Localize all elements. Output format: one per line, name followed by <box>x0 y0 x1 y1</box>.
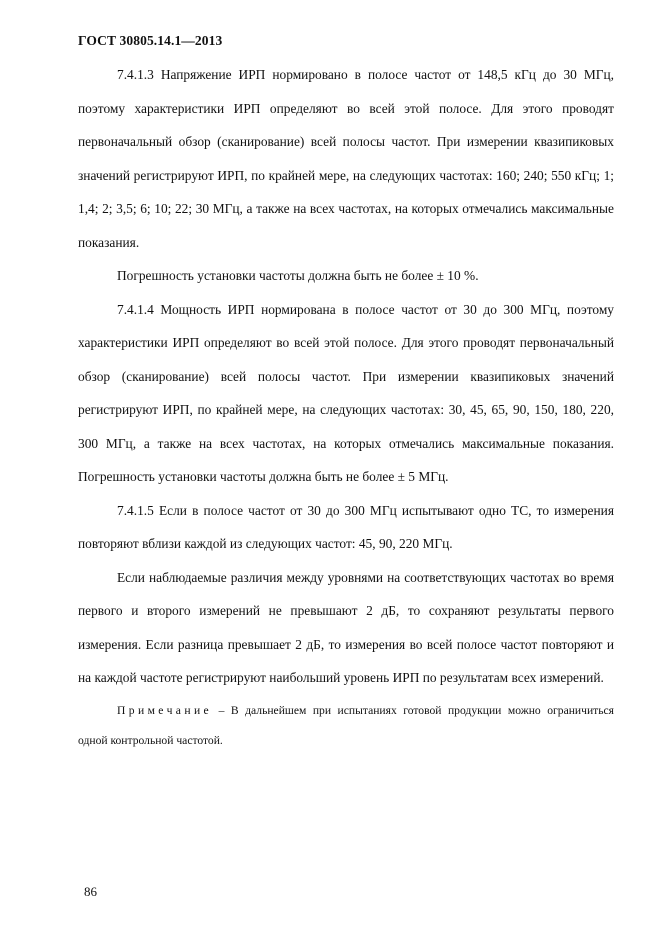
page-number: 86 <box>84 884 97 899</box>
paragraph-difference-rule: Если наблюдаемые различия между уровнями на соответствующих частотах во время первого и второго измерений не превышают 2 дБ, то сохраняют результаты первого измерения. Если разница превышает 2 дБ, то измерения во всей полосе частот повторяют и на каждой частоте регистрируют наибольший уровень ИРП по результатам всех измерений. <box>78 569 614 685</box>
paragraph-7-4-1-3: 7.4.1.3 Напряжение ИРП нормировано в полосе частот от 148,5 кГц до 30 МГц, поэтому характеристики ИРП определяют во всей этой полосе. Для этого проводят первоначальный обзор (сканирование) всей полосы частот. При измерении квазипиковых значений регистрируют ИРП, по крайней мере, на следующих частотах: 160; 240; 550 кГц; 1; 1,4; 2; 3,5; 6; 10; 22; 30 МГц, а также на всех частотах, на которых отмечались максимальные показания. <box>78 67 614 250</box>
note-text: – В дальнейшем при испытаниях готовой продукции можно ограничиться одной контрольной частотой. <box>78 703 614 747</box>
paragraph-7-4-1-4: 7.4.1.4 Мощность ИРП нормирована в полосе частот от 30 до 300 МГц, поэтому характеристики ИРП определяют во всей этой полосе. Для этого проводят первоначальный обзор (сканирование) всей полосы частот. При измерении квазипиковых значений регистрируют ИРП, по крайней мере, на следующих частотах: 30, 45, 65, 90, 150, 180, 220, 300 МГц, а также на всех частотах, на которых отмечались максимальные показания. Погрешность установки частоты должна быть не более ± 5 МГц. <box>78 301 614 484</box>
document-header: ГОСТ 30805.14.1—2013 <box>78 33 223 48</box>
note-label: Примечание <box>117 703 213 717</box>
document-body <box>78 58 614 756</box>
paragraph-7-4-1-5: 7.4.1.5 Если в полосе частот от 30 до 300 МГц испытывают одно ТС, то измерения повторяют вблизи каждой из следующих частот: 45, 90, 220 МГц. <box>78 502 614 551</box>
note <box>78 696 614 756</box>
paragraph-frequency-accuracy: Погрешность установки частоты должна быть не более ± 10 %. <box>117 268 479 283</box>
